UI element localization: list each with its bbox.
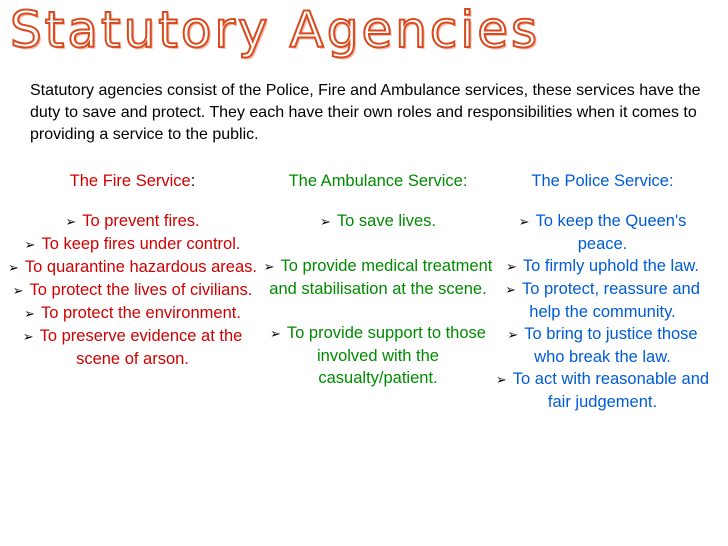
arrowhead-bullet-icon: ➢ [8,260,19,275]
arrowhead-bullet-icon: ➢ [507,327,519,342]
list-item-text: To firmly uphold the law. [522,257,699,275]
list-item-text: To protect the environment. [40,304,241,322]
list-item-text: To provide support to those involved with the casualty/patient. [286,324,486,387]
police-service-column [495,170,710,413]
list-item [262,255,494,300]
slide-title: Statutory Agencies [10,1,541,59]
list-item [5,256,260,279]
arrowhead-bullet-icon: ➢ [65,214,77,229]
arrowhead-bullet-icon: ➢ [320,214,331,229]
arrowhead-bullet-icon: ➢ [270,326,281,341]
arrowhead-bullet-icon: ➢ [495,372,507,387]
list-item [5,279,260,302]
list-item-text: To keep fires under control. [41,235,241,253]
list-item-text: To provide medical treatment and stabilisation at the scene. [269,257,493,298]
police-service-list [495,210,710,413]
fire-service-heading-text: The Fire Service [69,172,191,190]
arrowhead-bullet-icon: ➢ [263,259,275,274]
arrowhead-bullet-icon: ➢ [506,259,517,274]
fire-service-heading: The Fire Service: [69,172,196,190]
list-item-text: To protect the lives of civilians. [29,281,253,299]
list-item [262,210,494,233]
list-item-text: To bring to justice those who break the law. [524,325,698,366]
list-item [495,210,710,255]
list-item-text: To protect, reassure and help the community. [521,280,700,321]
ambulance-service-list [262,210,494,389]
arrowhead-bullet-icon: ➢ [505,282,516,297]
ambulance-service-column [262,170,494,411]
arrowhead-bullet-icon: ➢ [12,283,24,298]
intro-paragraph: Statutory agencies consist of the Police, Fire and Ambulance services, these services have the duty to save and protect. They each have their own roles and responsibilities when it comes to providing a service to the public. [30,82,701,143]
list-item [5,325,260,370]
fire-service-list [5,210,260,370]
list-item [5,210,260,233]
list-item-text: To keep the Queen's peace. [535,212,687,253]
list-item [5,302,260,325]
list-item-text: To save lives. [336,212,436,230]
arrowhead-bullet-icon: ➢ [24,306,35,321]
list-item [495,255,710,278]
ambulance-service-heading: The Ambulance Service: [288,172,468,190]
list-item-text: To preserve evidence at the scene of arson. [39,327,243,368]
police-service-heading: The Police Service: [531,172,674,190]
list-item-text: To prevent fires. [82,212,200,230]
arrowhead-bullet-icon: ➢ [518,214,530,229]
fire-service-column [5,170,260,370]
list-item-text: To act with reasonable and fair judgement. [512,370,710,411]
arrowhead-bullet-icon: ➢ [22,329,34,344]
list-item [495,278,710,323]
list-item-text: To quarantine hazardous areas. [24,258,257,276]
list-item [495,323,710,368]
arrowhead-bullet-icon: ➢ [24,237,36,252]
list-item [262,322,494,389]
list-item [495,368,710,413]
list-item [5,233,260,256]
